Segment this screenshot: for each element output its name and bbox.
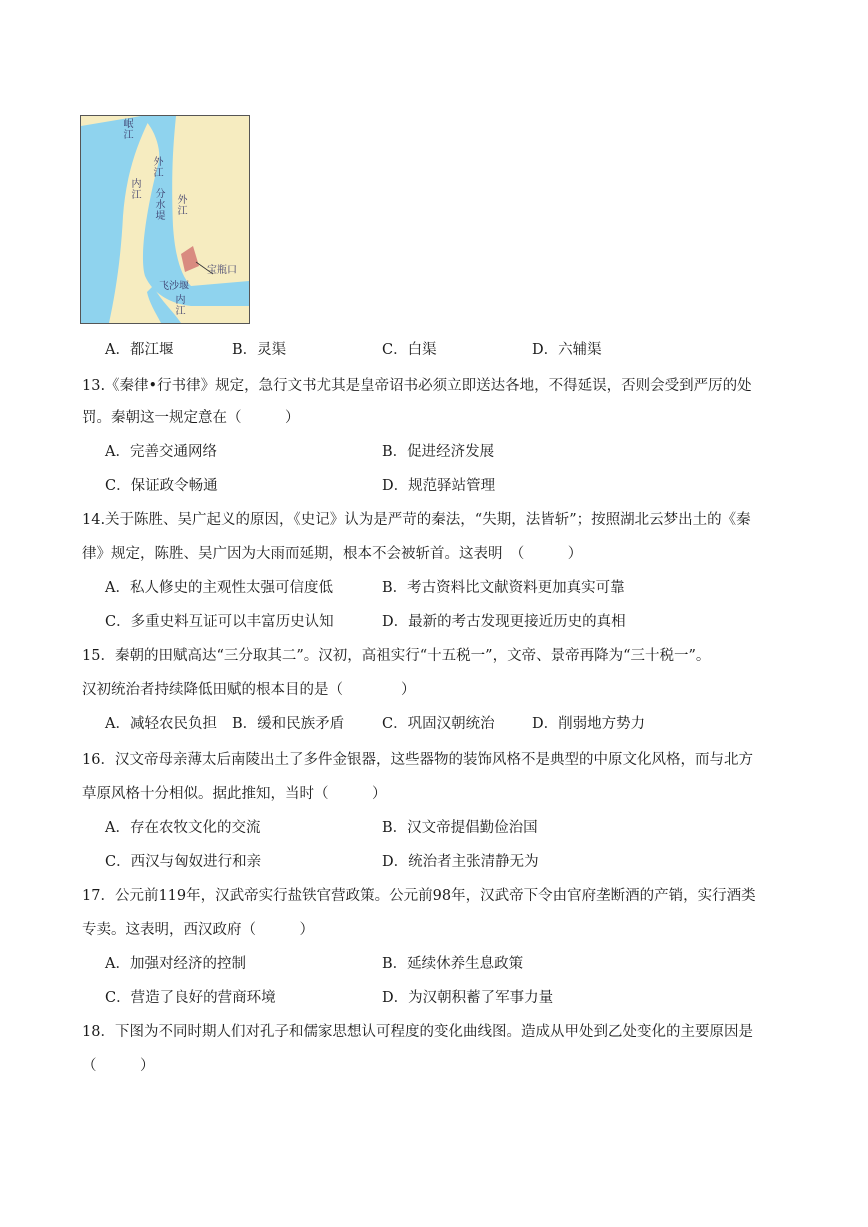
q13-stem-line-1: 13.《秦律•行书律》规定，急行文书尤其是皇帝诏书必须立即送达各地，不得延误，否则会受到严厉的处 bbox=[82, 378, 752, 394]
q14-option-c[interactable]: C．多重史料互证可以丰富历史认知 bbox=[105, 614, 334, 630]
q18-stem-line-2: （ ） bbox=[82, 1058, 155, 1074]
q13-option-d[interactable]: D．规范驿站管理 bbox=[382, 478, 496, 494]
map-label-inner-river: 外江 bbox=[175, 194, 186, 216]
q14-stem-line-2: 律》规定，陈胜、吴广因为大雨而延期，根本不会被斩首。这表明 （ ） bbox=[82, 546, 583, 562]
q18-stem-line-1: 18．下图为不同时期人们对孔子和儒家思想认可程度的变化曲线图。造成从甲处到乙处变化的主要原因是 bbox=[82, 1024, 753, 1040]
q12-option-a[interactable]: A．都江堰 bbox=[105, 342, 174, 358]
q17-option-c[interactable]: C．营造了良好的营商环境 bbox=[105, 990, 276, 1006]
q15-option-b[interactable]: B．缓和民族矛盾 bbox=[232, 716, 345, 732]
q15-stem-line-2: 汉初统治者持续降低田赋的根本目的是（ ） bbox=[82, 682, 416, 698]
q16-option-a[interactable]: A．存在农牧文化的交流 bbox=[105, 820, 261, 836]
q14-option-b[interactable]: B．考古资料比文献资料更加真实可靠 bbox=[382, 580, 625, 596]
q14-option-d[interactable]: D．最新的考古发现更接近历史的真相 bbox=[382, 614, 626, 630]
q12-option-d[interactable]: D．六辅渠 bbox=[532, 342, 602, 358]
map-label-outer-river: 内江 bbox=[129, 178, 140, 200]
map-label-dike: 分水堤 bbox=[153, 188, 164, 221]
map-label-bottom: 内江 bbox=[173, 294, 184, 316]
q17-stem-line-1: 17．公元前119年，汉武帝实行盐铁官营政策。公元前98年，汉武帝下令由官府垄断酒的产销，实行酒类 bbox=[82, 888, 756, 904]
map-label-right-top: 外江 bbox=[151, 156, 162, 178]
map-label-mouth: 宝瓶口 bbox=[207, 265, 237, 276]
q17-stem-line-2: 专卖。这表明，西汉政府（ ） bbox=[82, 922, 314, 938]
q17-option-b[interactable]: B．延续休养生息政策 bbox=[382, 956, 524, 972]
q16-option-c[interactable]: C．西汉与匈奴进行和亲 bbox=[105, 854, 262, 870]
map-label-left-top: 岷江 bbox=[121, 118, 132, 140]
q15-option-a[interactable]: A．减轻农民负担 bbox=[105, 716, 217, 732]
q15-option-d[interactable]: D．削弱地方势力 bbox=[532, 716, 646, 732]
q17-option-a[interactable]: A．加强对经济的控制 bbox=[105, 956, 246, 972]
q13-stem-line-2: 罚。秦朝这一规定意在（ ） bbox=[82, 410, 300, 426]
q13-option-b[interactable]: B．促进经济发展 bbox=[382, 444, 495, 460]
q13-option-a[interactable]: A．完善交通网络 bbox=[105, 444, 217, 460]
q12-option-b[interactable]: B．灵渠 bbox=[232, 342, 287, 358]
q15-stem-line-1: 15．秦朝的田赋高达“三分取其二”。汉初，高祖实行“十五税一”，文帝、景帝再降为“三十税一”。 bbox=[82, 648, 711, 664]
q16-stem-line-2: 草原风格十分相似。据此推知，当时（ ） bbox=[82, 786, 387, 802]
q15-option-c[interactable]: C．巩固汉朝统治 bbox=[382, 716, 495, 732]
q13-option-c[interactable]: C．保证政令畅通 bbox=[105, 478, 218, 494]
q16-stem-line-1: 16．汉文帝母亲薄太后南陵出土了多件金银器，这些器物的装饰风格不是典型的中原文化风格，而与北方 bbox=[82, 752, 753, 768]
q17-option-d[interactable]: D．为汉朝积蓄了军事力量 bbox=[382, 990, 554, 1006]
q16-option-b[interactable]: B．汉文帝提倡勤俭治国 bbox=[382, 820, 538, 836]
map-label-weir: 飞沙堰 bbox=[159, 281, 189, 292]
q16-option-d[interactable]: D．统治者主张清静无为 bbox=[382, 854, 539, 870]
dujiangyan-map bbox=[80, 115, 250, 324]
q14-stem-line-1: 14.关于陈胜、吴广起义的原因，《史记》认为是严苛的秦法，“失期，法皆斩”；按照湖北云梦出土的《秦 bbox=[82, 512, 751, 528]
q14-option-a[interactable]: A．私人修史的主观性太强可信度低 bbox=[105, 580, 333, 596]
q12-option-c[interactable]: C．白渠 bbox=[382, 342, 437, 358]
